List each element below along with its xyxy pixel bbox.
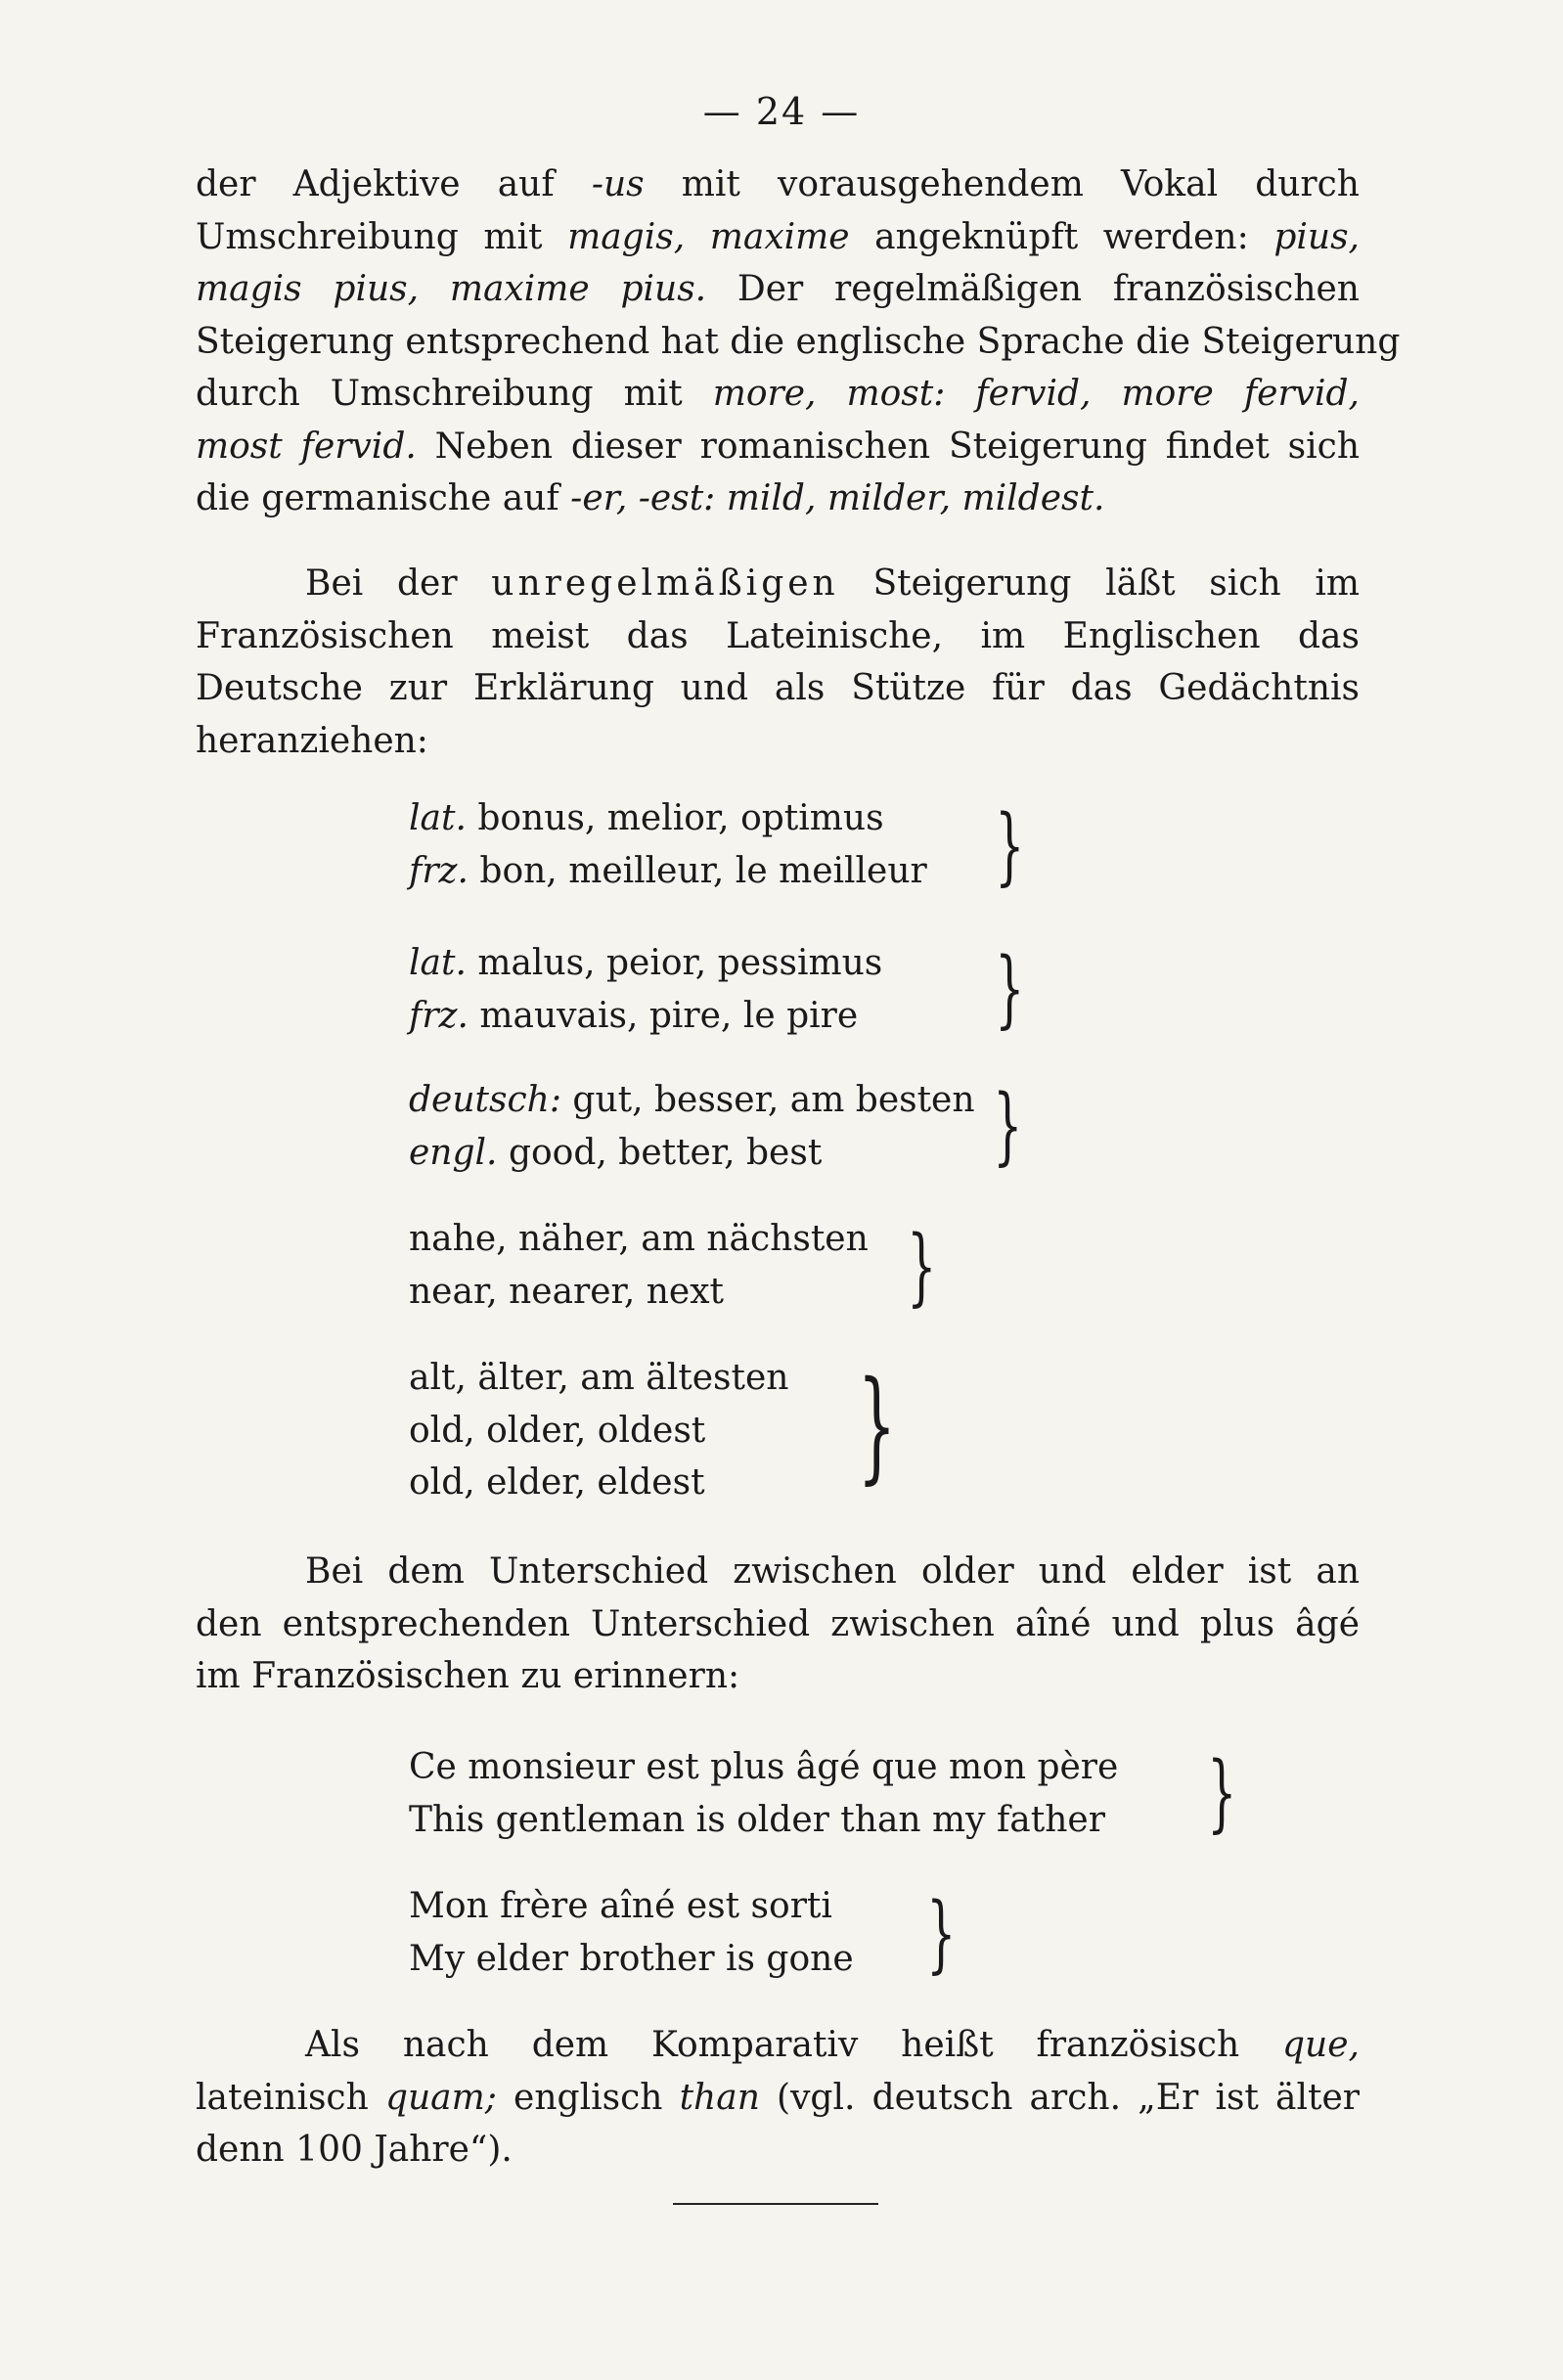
example-group-alt: [409, 1352, 788, 1509]
text-line: Als nach dem Komparativ heißt französisch que,: [305, 2025, 1360, 2065]
example-group-bonus: [409, 792, 927, 897]
example-line: deutsch: gut, besser, am besten: [409, 1080, 975, 1120]
text-line: Bei dem Unterschied zwischen older und elder ist an: [305, 1551, 1360, 1592]
text-line: magis pius, maxime pius. Der regelmäßigen französischen: [196, 269, 1360, 309]
example-line: frz. bon, meilleur, le meilleur: [409, 850, 927, 891]
text-line: den entsprechenden Unterschied zwischen aîné und plus âgé: [196, 1603, 1360, 1644]
brace-glyph: }: [995, 940, 1025, 1038]
brace-glyph: }: [995, 797, 1025, 895]
example-line: This gentleman is older than my father: [409, 1799, 1105, 1840]
example-line: engl. good, better, best: [409, 1132, 823, 1173]
example-line: Ce monsieur est plus âgé que mon père: [409, 1747, 1119, 1787]
text-line: Deutsche zur Erklärung und als Stütze für das Gedächtnis: [196, 668, 1360, 708]
text-line: im Französischen zu erinnern:: [196, 1656, 740, 1696]
example-group-gut: [409, 1074, 975, 1179]
text-line: Umschreibung mit magis, maxime angeknüpft werden: pius,: [196, 216, 1360, 257]
text-line: most fervid. Neben dieser romanischen Steigerung findet sich: [196, 426, 1361, 467]
example-group-nahe: [409, 1213, 869, 1318]
section-divider: [673, 2203, 878, 2205]
text-line: Bei der unregelmäßigen Steigerung läßt sich im: [305, 563, 1361, 604]
brace-glyph: }: [1207, 1744, 1237, 1842]
text-line: lateinisch quam; englisch than (vgl. deutsch arch. „Er ist älter: [196, 2077, 1360, 2118]
paragraph-older-elder: [196, 1546, 1360, 1703]
text-line: denn 100 Jahre“).: [196, 2130, 513, 2170]
brace-glyph: }: [857, 1356, 897, 1497]
text-line: durch Umschreibung mit more, most: fervid, more fervid,: [196, 374, 1360, 414]
example-line: nahe, näher, am nächsten: [409, 1219, 869, 1259]
brace-glyph: }: [907, 1218, 937, 1316]
example-line: old, older, oldest: [409, 1410, 706, 1451]
example-line: Mon frère aîné est sorti: [409, 1886, 832, 1926]
example-line: frz. mauvais, pire, le pire: [409, 995, 859, 1036]
paragraph-irregular-comparison: [196, 558, 1360, 767]
brace-glyph: }: [993, 1077, 1023, 1175]
text-line: heranziehen:: [196, 720, 428, 761]
example-line: old, elder, eldest: [409, 1462, 705, 1503]
text-line: Französischen meist das Lateinische, im Englischen das: [196, 615, 1360, 656]
text-line: der Adjektive auf -us mit vorausgehendem Vokal durch: [196, 164, 1360, 204]
example-group-frere: [409, 1880, 854, 1985]
paragraph-que-quam-than: [196, 2019, 1360, 2177]
example-line: My elder brother is gone: [409, 1938, 854, 1979]
paragraph-comparison-romance: [196, 158, 1401, 525]
example-line: alt, älter, am ältesten: [409, 1358, 789, 1398]
page-number: — 24 —: [702, 90, 861, 133]
text-line: Steigerung entsprechend hat die englische Sprache die Steigerung: [196, 321, 1401, 362]
example-line: near, nearer, next: [409, 1271, 724, 1312]
example-group-monsieur: [409, 1741, 1118, 1846]
text-line: die germanische auf -er, -est: mild, milder, mildest.: [196, 478, 1105, 518]
example-group-malus: [409, 937, 882, 1042]
example-line: lat. malus, peior, pessimus: [409, 943, 883, 983]
brace-glyph: }: [926, 1885, 957, 1983]
example-line: lat. bonus, melior, optimus: [409, 798, 884, 838]
